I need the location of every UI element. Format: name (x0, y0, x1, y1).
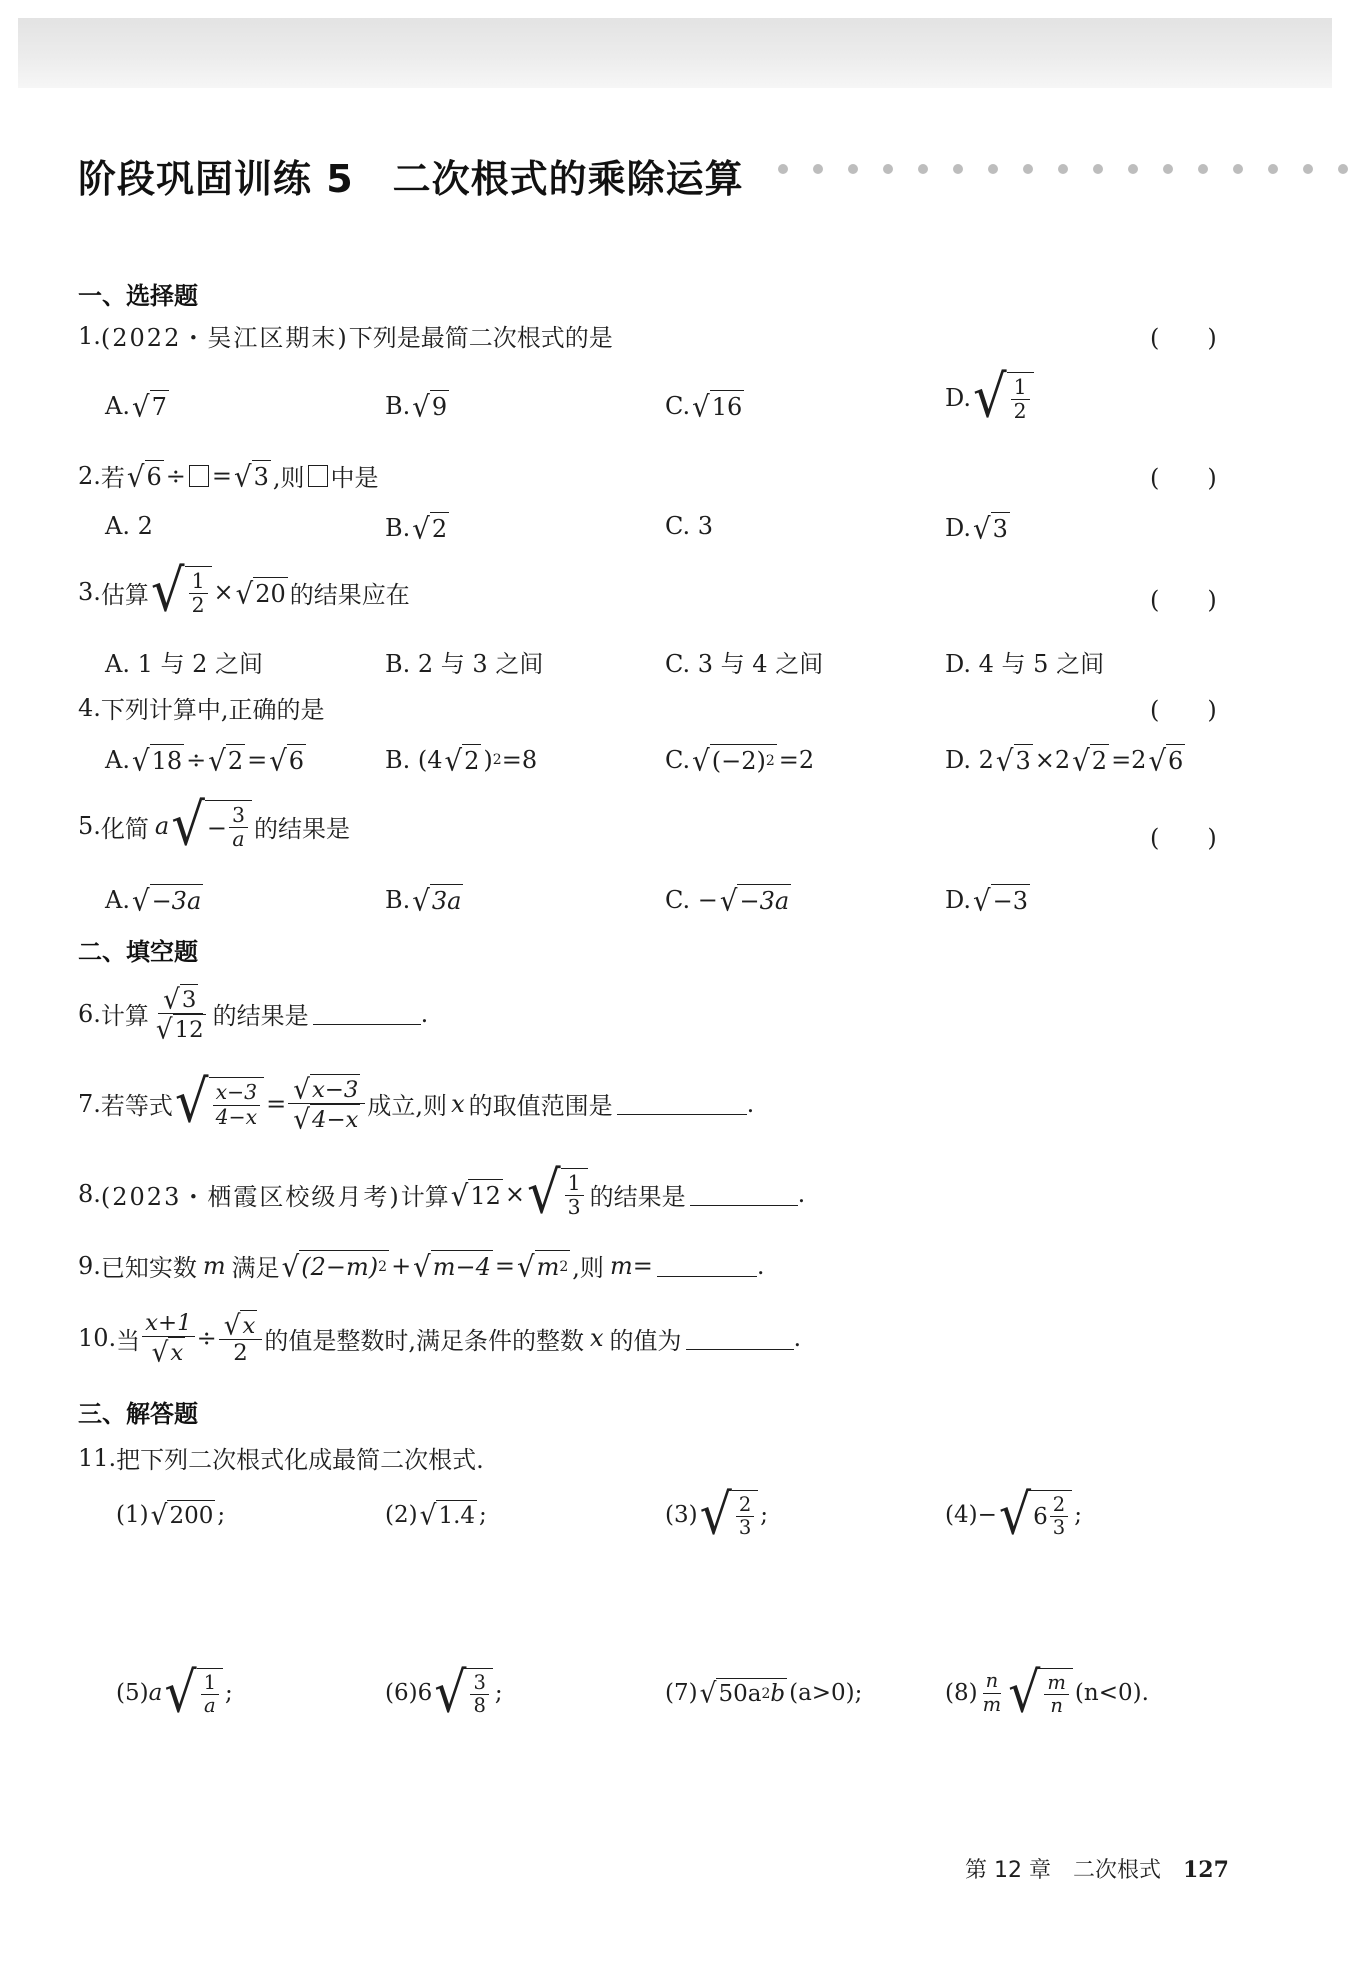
q3-option-c: C. 3 与 4 之间 (665, 650, 824, 678)
question-2: 2. 若 √ 6 ÷ = √ 3 ,则 中是 (78, 459, 379, 495)
answer-paren-3: ( ) (1150, 586, 1217, 614)
q3-option-d: D. 4 与 5 之间 (945, 650, 1105, 678)
q5-option-b: B. √ 3a (385, 883, 462, 919)
answer-paren-2: ( ) (1150, 464, 1217, 492)
blank-square (308, 465, 328, 487)
question-5: 5. 化简 a √ − $\frac{3}{a}$ 的结果是 (78, 791, 350, 859)
q5-option-a: A. √ −3a (105, 883, 202, 919)
q1-option-a: A. √ 7 (105, 389, 167, 425)
q11-part-4: (4)− √ 6 2 3 ; (945, 1481, 1082, 1547)
q5-option-d: D. √ −3 (945, 883, 1028, 919)
q4-option-c: C. √ (−2) 2 =2 (665, 743, 815, 779)
q11-part-2: (2) √ 1.4 ; (385, 1498, 487, 1532)
answer-paren-4: ( ) (1150, 696, 1217, 724)
q3-option-b: B. 2 与 3 之间 (385, 650, 544, 678)
section-heading-fill: 二、填空题 (78, 938, 198, 966)
question-10: 10. 当 x+1 √ x ÷ √ x 2 的值是整数时,满足条件的整数 x 的值为 . (78, 1310, 802, 1369)
q1-option-d: D. √ 1 2 (945, 372, 1036, 425)
q4-option-a: A. √ 18 ÷ √ 2 = √ 6 (105, 743, 305, 779)
q11-part-6: (6)6 √ 3 8 ; (385, 1659, 503, 1725)
q2-option-a: A. 2 (105, 512, 153, 540)
answer-blank-10[interactable] (686, 1327, 794, 1350)
q11-part-8: (8) n m √ m n (n<0). (945, 1659, 1149, 1725)
chapter-label: 第 12 章 二次根式 (965, 1858, 1161, 1883)
answer-paren-5: ( ) (1150, 824, 1217, 852)
title-dot-leader (778, 164, 1350, 174)
answer-blank-6[interactable] (313, 1002, 421, 1025)
question-9: 9. 已知实数 m 满足 √ (2−m) 2 + √ m−4 = √ m 2 ,则 m = . (78, 1249, 765, 1285)
q11-part-1: (1) √ 200 ; (116, 1498, 226, 1532)
question-8: 8. (2023・栖霞区校级月考) 计算 √ 12 × √ 1 3 的结果是 . (78, 1159, 806, 1227)
question-11: 11. 把下列二次根式化成最简二次根式. (78, 1443, 484, 1474)
q5-option-c: C. − √ −3a (665, 883, 790, 919)
q2-option-c: C. 3 (665, 512, 714, 540)
blank-square (189, 465, 209, 487)
section-heading-choice: 一、选择题 (78, 282, 198, 310)
answer-paren-1: ( ) (1150, 324, 1217, 352)
q11-part-3: (3) √ 2 3 ; (665, 1481, 769, 1547)
answer-blank-7[interactable] (617, 1092, 747, 1115)
question-7: 7. 若等式 √ x−3 4−x = √ x−3 √ 4−x 成立,则 x 的取值范围是 . (78, 1069, 755, 1137)
page-number: 127 (1182, 1857, 1229, 1883)
page-footer (965, 1853, 1229, 1884)
answer-blank-9[interactable] (657, 1254, 757, 1277)
q1-option-b: B. √ 9 (385, 389, 448, 425)
q2-option-b: B. √ 2 (385, 511, 448, 547)
page-title: 阶段巩固训练 5 二次根式的乘除运算 (78, 157, 744, 201)
question-3: 3. 估算 √ 1 2 × √ 20 的结果应在 (78, 557, 410, 625)
q11-part-5: (5) a √ 1 a ; (116, 1659, 233, 1725)
question-4: 4. 下列计算中,正确的是 (78, 693, 325, 724)
question-1: 1. (2022・吴江区期末) 下列是最简二次根式的是 (78, 321, 613, 352)
q11-part-7: (7) √ 50a 2 b (a>0); (665, 1676, 863, 1710)
question-6: 6. 计算 √ 3 √ 12 的结果是 . (78, 984, 429, 1046)
answer-blank-8[interactable] (690, 1183, 798, 1206)
q4-option-d: D. 2 √ 3 ×2 √ 2 =2 √ 6 (945, 743, 1184, 779)
section-heading-solve: 三、解答题 (78, 1400, 198, 1428)
q1-option-c: C. √ 16 (665, 389, 743, 425)
q2-option-d: D. √ 3 (945, 511, 1008, 547)
q3-option-a: A. 1 与 2 之间 (105, 650, 264, 678)
q4-option-b: B. (4 √ 2 ) 2 =8 (385, 743, 538, 779)
